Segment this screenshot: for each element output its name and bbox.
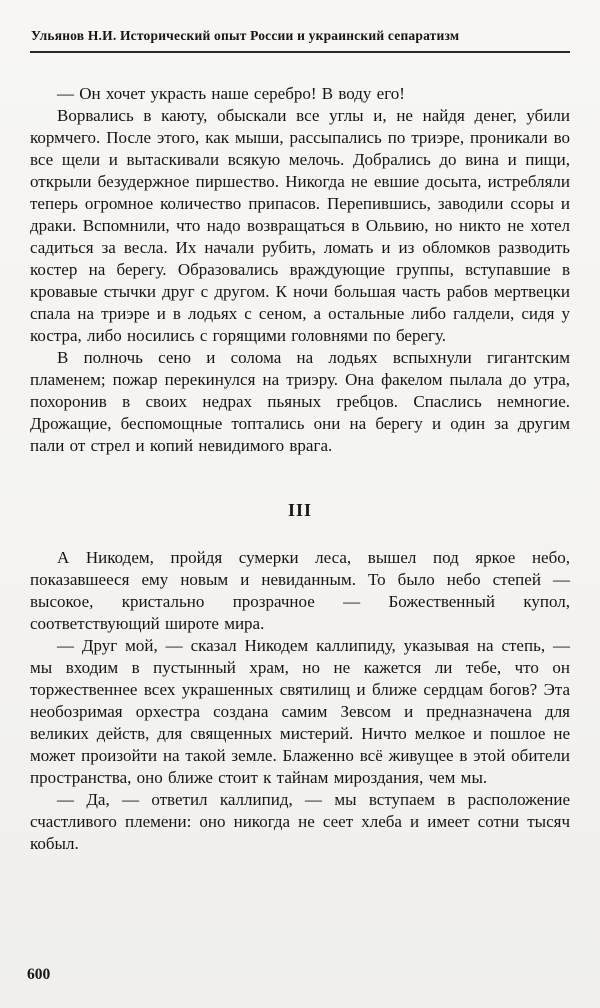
paragraph: — Да, — ответил каллипид, — мы вступаем в расположение счастливого племени: оно никогда не сеет хлеба и имеет сотни тысяч кобыл. — [30, 790, 570, 853]
header-divider — [30, 51, 570, 53]
paragraph: Ворвались в каюту, обыскали все углы и, не найдя денег, убили кормчего. После этого, как мыши, рассыпались по триэре, проникали во все щели и вытаскивали всякую мелочь. Добрались до вина и пищи, открыли безудержное пиршество. Никогда не евшие досыта, истребляли теперь огромное количество припасов. Перепившись, заводили ссоры и драки. Вспомнили, что надо возвращаться в Ольвию, но никто не хотел садиться за весла. Их начали рубить, ломать и из обломков разводить костер на берегу. Образовались враждующие группы, вступавшие в кровавые стычки друг с другом. К ночи большая часть рабов мертвецки спала на триэре и в лодьях с сеном, а остальные либо галдели, сидя у костра, либо носились с горящими головнями по берегу. — [30, 106, 570, 345]
paragraph: — Друг мой, — сказал Никодем каллипиду, указывая на степь, — мы входим в пустынный храм, но не кажется ли тебе, что он торжественнее всех украшенных святилищ и ближе сердцам богов? Эта необозримая орхестра создана самим Зевсом и предназначена для великих действ, для священных мистерий. Ничто мелкое и пошлое не может произойти на такой земле. Блаженно всё живущее в этой обители пространства, оно ближе стоит к тайнам мироздания, чем мы. — [30, 636, 570, 787]
running-header-title: Ульянов Н.И. Исторический опыт России и украинский сепаратизм — [31, 28, 460, 43]
paragraph: В полночь сено и солома на лодьях вспыхнули гигантским пламенем; пожар перекинулся на триэру. Она факелом пылала до утра, похоронив в своих недрах пьяных гребцов. Спаслись немногие. Дрожащие, беспомощные топтались они на берегу и один за другим пали от стрел и копий невидимого врага. — [30, 348, 570, 455]
section-heading: III — [287, 500, 312, 520]
paragraph: А Никодем, пройдя сумерки леса, вышел под яркое небо, показавшееся ему новым и невиданным. То было небо степей — высокое, кристально прозрачное — Божественный купол, соответствующий широте мира. — [30, 548, 570, 633]
paragraph: — Он хочет украсть наше серебро! В воду его! — [57, 84, 405, 103]
page-body — [30, 83, 570, 855]
page-header — [30, 28, 570, 53]
page-number: 600 — [27, 966, 51, 983]
